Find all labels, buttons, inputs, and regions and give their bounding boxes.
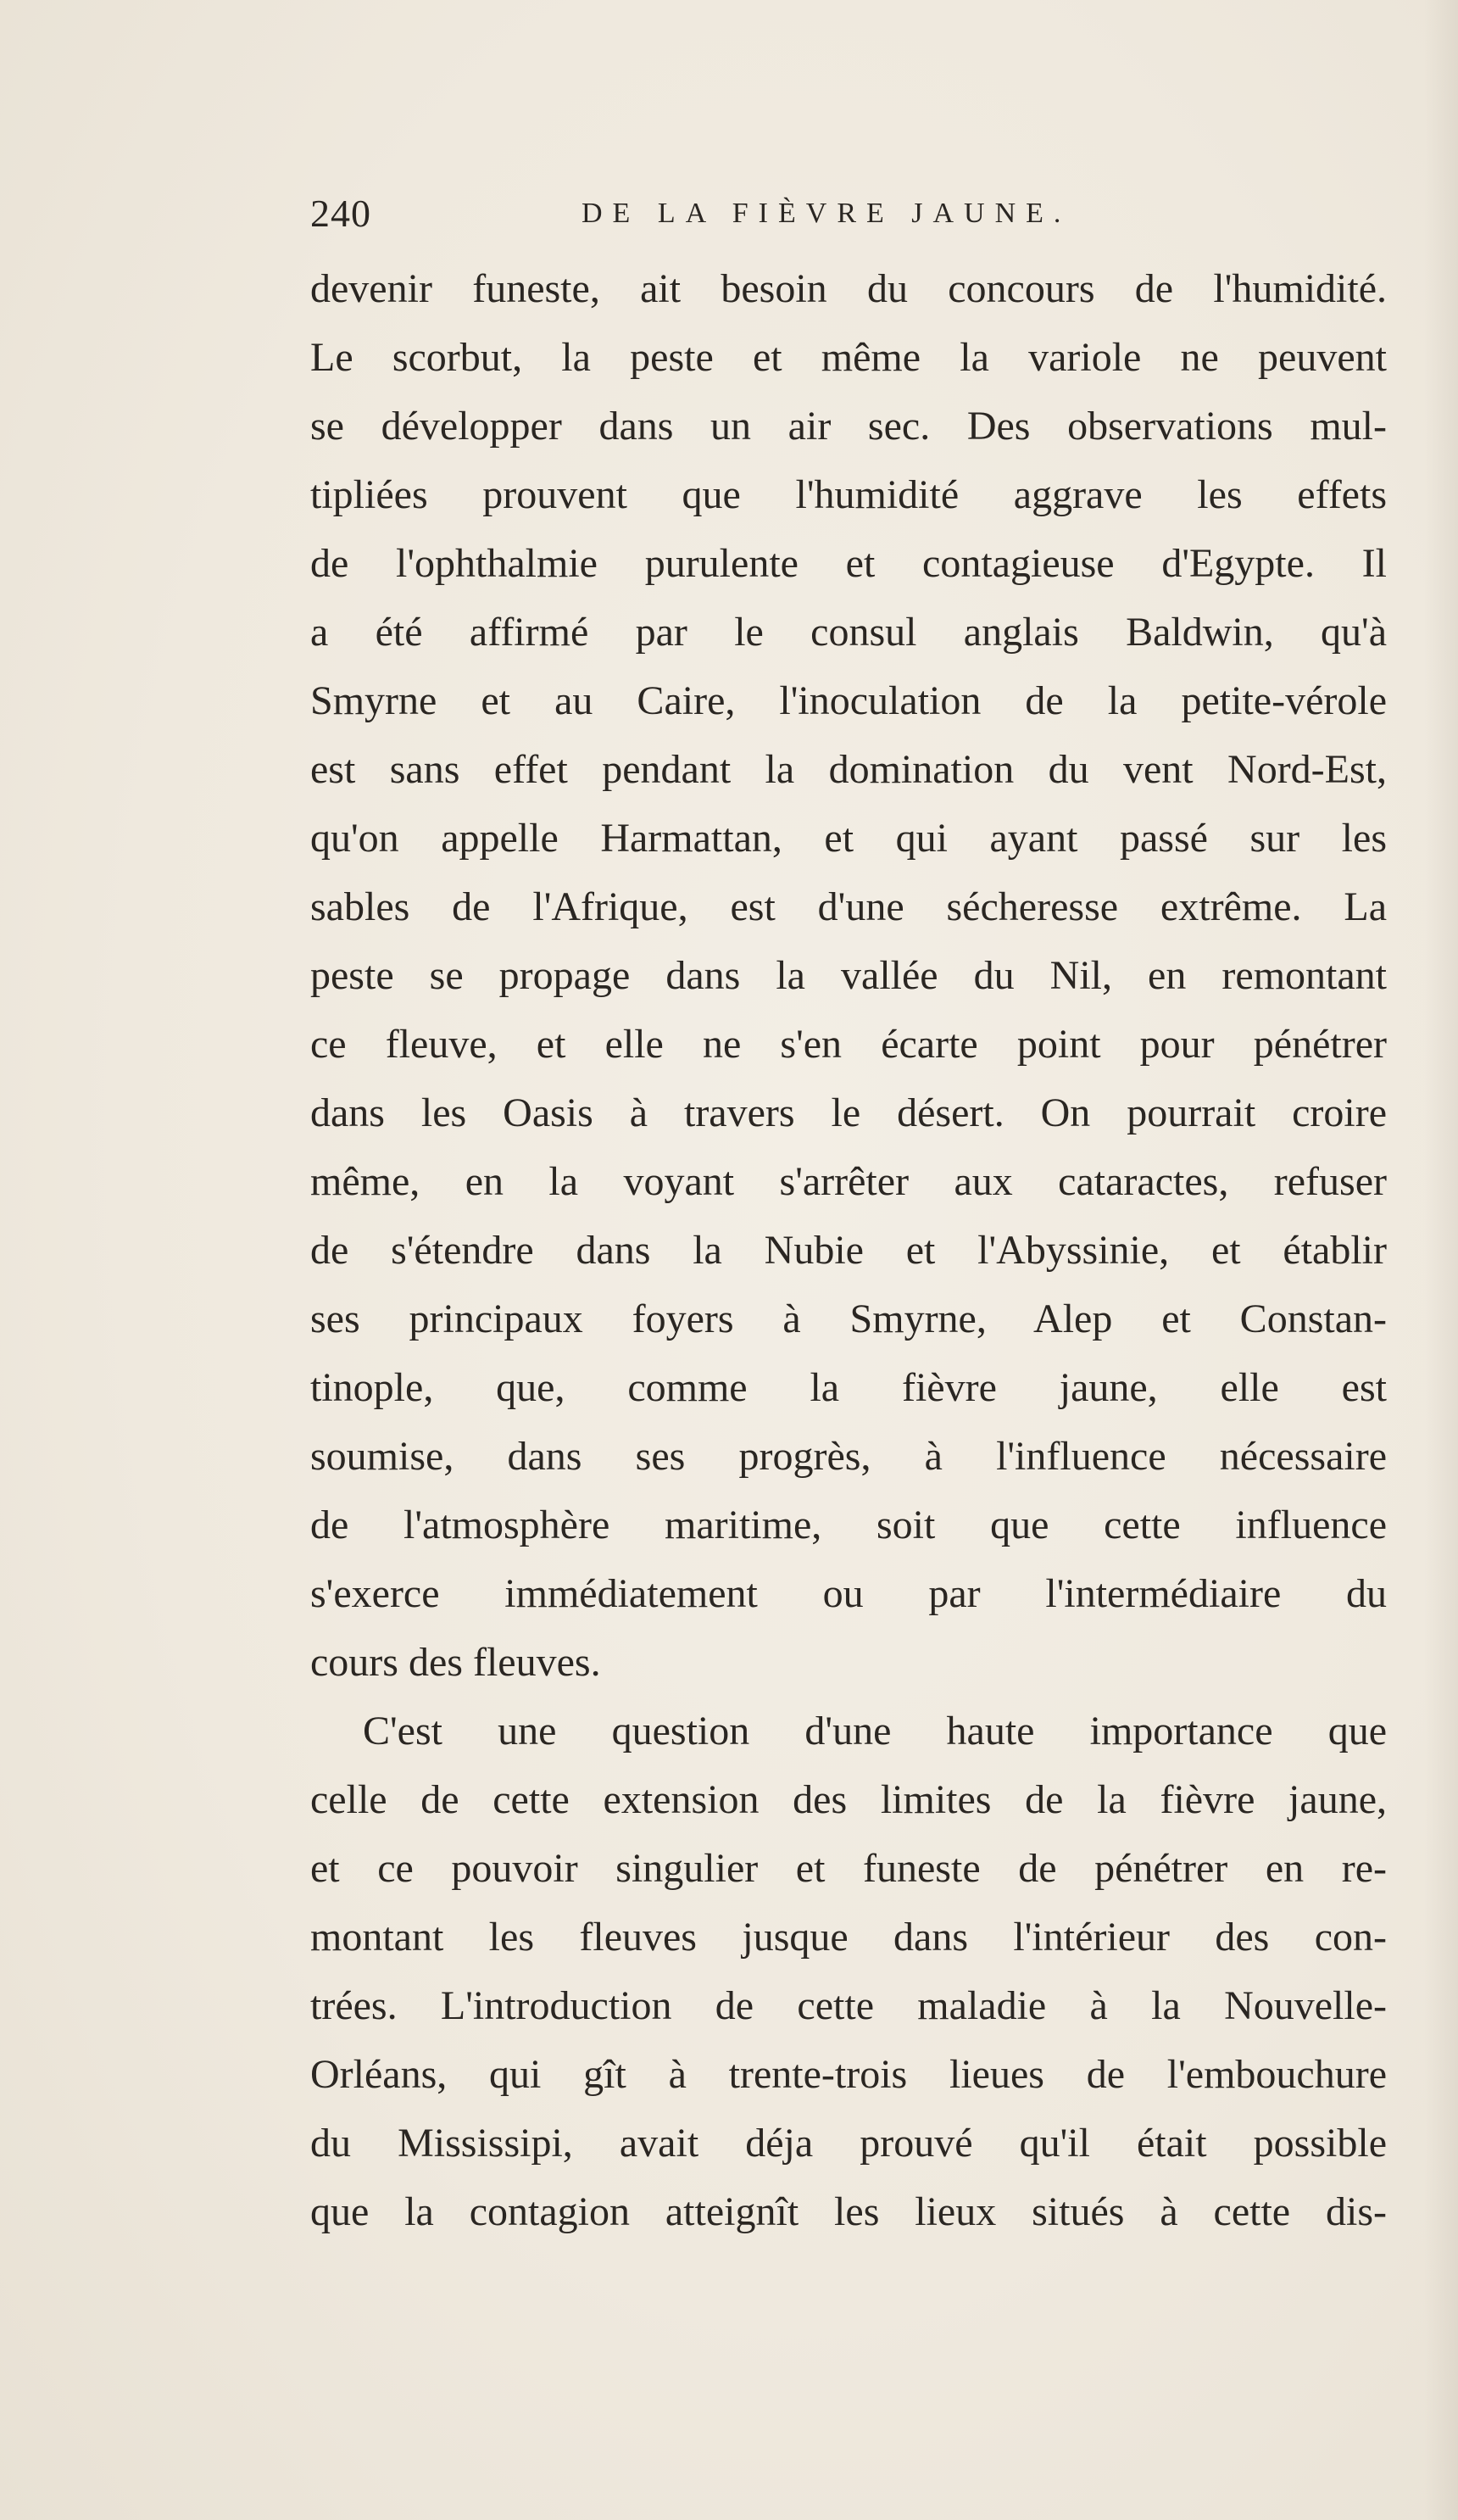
page-number: 240 xyxy=(310,192,371,235)
text-line: de l'ophthalmie purulente et contagieuse d'Egypte. Il xyxy=(310,541,1387,586)
text-line: tipliées prouvent que l'humidité aggrave les effets xyxy=(310,472,1387,517)
text-line: soumise, dans ses progrès, à l'influence nécessaire xyxy=(310,1434,1387,1479)
text-line: Smyrne et au Caire, l'inoculation de la petite-vérole xyxy=(310,678,1387,723)
text-line: ce fleuve, et elle ne s'en écarte point pour pénétrer xyxy=(310,1022,1387,1067)
text-line: de s'étendre dans la Nubie et l'Abyssinie, et établir xyxy=(310,1228,1387,1273)
text-line: que la contagion atteignît les lieux situés à cette dis- xyxy=(310,2189,1387,2234)
text-line: a été affirmé par le consul anglais Baldwin, qu'à xyxy=(310,610,1387,655)
page-header xyxy=(310,191,1404,242)
text-line: sables de l'Afrique, est d'une sécheresse extrême. La xyxy=(310,884,1387,929)
text-line: peste se propage dans la vallée du Nil, en remontant xyxy=(310,953,1387,998)
text-line: s'exerce immédiatement ou par l'intermédiaire du xyxy=(310,1571,1387,1616)
text-line: cours des fleuves. xyxy=(310,1640,601,1685)
running-head: DE LA FIÈVRE JAUNE. xyxy=(582,198,1071,229)
text-line: même, en la voyant s'arrêter aux cataractes, refuser xyxy=(310,1159,1387,1204)
text-line: du Mississipi, avait déja prouvé qu'il était possible xyxy=(310,2121,1387,2166)
text-line: tinople, que, comme la fièvre jaune, elle est xyxy=(310,1365,1387,1410)
text-line: Orléans, qui gît à trente-trois lieues de l'embouchure xyxy=(310,2052,1387,2097)
text-line: montant les fleuves jusque dans l'intérieur des con- xyxy=(310,1915,1387,1960)
text-line: et ce pouvoir singulier et funeste de pénétrer en re- xyxy=(310,1846,1387,1891)
text-line: C'est une question d'une haute importance que xyxy=(363,1709,1387,1753)
text-line: celle de cette extension des limites de la fièvre jaune, xyxy=(310,1777,1387,1822)
text-line: de l'atmosphère maritime, soit que cette influence xyxy=(310,1503,1387,1547)
body-text xyxy=(310,254,1387,2246)
text-line: qu'on appelle Harmattan, et qui ayant passé sur les xyxy=(310,816,1387,861)
text-line: est sans effet pendant la domination du vent Nord-Est, xyxy=(310,747,1387,792)
text-line: devenir funeste, ait besoin du concours de l'humidité. xyxy=(310,266,1387,311)
text-line: dans les Oasis à travers le désert. On pourrait croire xyxy=(310,1090,1387,1135)
text-line: ses principaux foyers à Smyrne, Alep et Constan- xyxy=(310,1296,1387,1341)
text-line: trées. L'introduction de cette maladie à la Nouvelle- xyxy=(310,1983,1387,2028)
text-line: se développer dans un air sec. Des observations mul- xyxy=(310,404,1387,449)
page-edge-shadow xyxy=(1424,0,1458,2520)
text-line: Le scorbut, la peste et même la variole ne peuvent xyxy=(310,335,1387,380)
